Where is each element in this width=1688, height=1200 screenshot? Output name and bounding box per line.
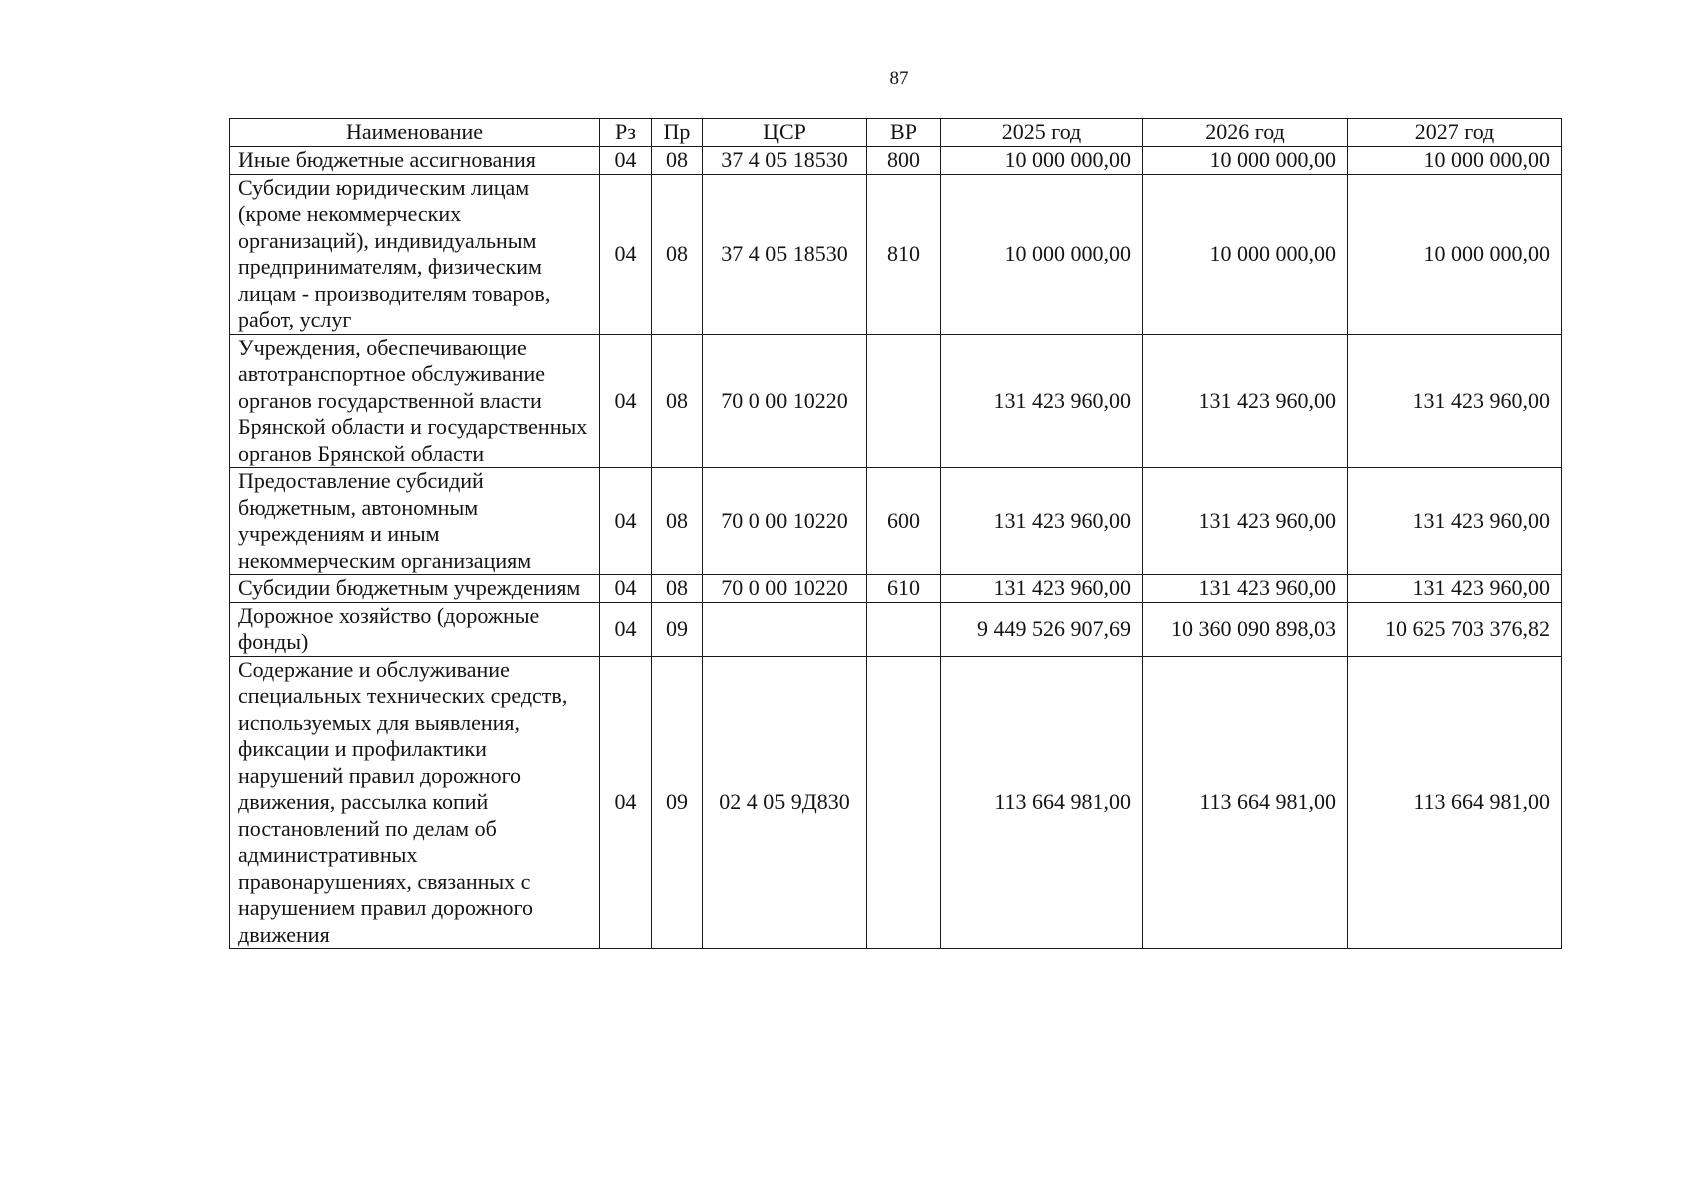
row-csr: 70 0 00 10220: [703, 468, 867, 575]
row-vr: [867, 334, 941, 468]
row-2027: 131 423 960,00: [1348, 575, 1562, 603]
row-name: Субсидии юридическим лицам (кроме некоммерческих организаций), индивидуальным предпринимателям, физическим лицам - производителям товаров, работ, услуг: [230, 174, 600, 334]
row-vr: 810: [867, 174, 941, 334]
row-name: Предоставление субсидий бюджетным, автономным учреждениям и иным некоммерческим организациям: [230, 468, 600, 575]
page-number: 87: [889, 68, 909, 89]
table-row: [230, 656, 1562, 949]
column-header-2026: 2026 год: [1143, 119, 1348, 147]
row-2027: 10 625 703 376,82: [1348, 602, 1562, 656]
row-2026: 113 664 981,00: [1143, 656, 1348, 949]
table-row: [230, 575, 1562, 603]
row-pr: 08: [652, 575, 703, 603]
row-pr: 08: [652, 174, 703, 334]
row-2027: 131 423 960,00: [1348, 334, 1562, 468]
table-row: [230, 174, 1562, 334]
row-2027: 113 664 981,00: [1348, 656, 1562, 949]
row-2027: 10 000 000,00: [1348, 147, 1562, 175]
row-name: Дорожное хозяйство (дорожные фонды): [230, 602, 600, 656]
table-row: [230, 602, 1562, 656]
row-vr: 800: [867, 147, 941, 175]
row-2026: 131 423 960,00: [1143, 468, 1348, 575]
row-pr: 09: [652, 656, 703, 949]
column-header-2025: 2025 год: [941, 119, 1143, 147]
row-vr: [867, 656, 941, 949]
row-rz: 04: [600, 468, 652, 575]
budget-table: [229, 118, 1562, 949]
row-2025: 113 664 981,00: [941, 656, 1143, 949]
row-csr: 70 0 00 10220: [703, 575, 867, 603]
row-pr: 08: [652, 147, 703, 175]
table-row: [230, 147, 1562, 175]
row-rz: 04: [600, 334, 652, 468]
column-header-name: Наименование: [230, 119, 600, 147]
row-rz: 04: [600, 147, 652, 175]
row-pr: 09: [652, 602, 703, 656]
row-rz: 04: [600, 174, 652, 334]
row-name: Учреждения, обеспечивающие автотранспортное обслуживание органов государственной власти Брянской области и государственных органов Брянской области: [230, 334, 600, 468]
row-2025: 131 423 960,00: [941, 334, 1143, 468]
row-csr: 70 0 00 10220: [703, 334, 867, 468]
table-header-row: [230, 119, 1562, 147]
column-header-pr: Пр: [652, 119, 703, 147]
row-2025: 10 000 000,00: [941, 147, 1143, 175]
row-vr: 600: [867, 468, 941, 575]
row-csr: [703, 602, 867, 656]
row-2025: 131 423 960,00: [941, 575, 1143, 603]
row-vr: 610: [867, 575, 941, 603]
row-name: Иные бюджетные ассигнования: [230, 147, 600, 175]
row-csr: 37 4 05 18530: [703, 174, 867, 334]
row-pr: 08: [652, 468, 703, 575]
row-2026: 131 423 960,00: [1143, 575, 1348, 603]
row-2027: 10 000 000,00: [1348, 174, 1562, 334]
row-2026: 131 423 960,00: [1143, 334, 1348, 468]
row-2025: 9 449 526 907,69: [941, 602, 1143, 656]
row-rz: 04: [600, 656, 652, 949]
row-2026: 10 360 090 898,03: [1143, 602, 1348, 656]
row-2025: 10 000 000,00: [941, 174, 1143, 334]
row-name: Субсидии бюджетным учреждениям: [230, 575, 600, 603]
row-vr: [867, 602, 941, 656]
column-header-rz: Рз: [600, 119, 652, 147]
table-row: [230, 468, 1562, 575]
table-row: [230, 334, 1562, 468]
row-2026: 10 000 000,00: [1143, 147, 1348, 175]
column-header-vr: ВР: [867, 119, 941, 147]
row-csr: 02 4 05 9Д830: [703, 656, 867, 949]
row-pr: 08: [652, 334, 703, 468]
row-rz: 04: [600, 602, 652, 656]
row-2026: 10 000 000,00: [1143, 174, 1348, 334]
row-2027: 131 423 960,00: [1348, 468, 1562, 575]
row-csr: 37 4 05 18530: [703, 147, 867, 175]
row-rz: 04: [600, 575, 652, 603]
row-2025: 131 423 960,00: [941, 468, 1143, 575]
column-header-csr: ЦСР: [703, 119, 867, 147]
column-header-2027: 2027 год: [1348, 119, 1562, 147]
row-name: Содержание и обслуживание специальных технических средств, используемых для выявления, фиксации и профилактики нарушений правил дорожного движения, рассылка копий постановлений по делам об административных правонарушениях, связанных с нарушением правил дорожного движения: [230, 656, 600, 949]
